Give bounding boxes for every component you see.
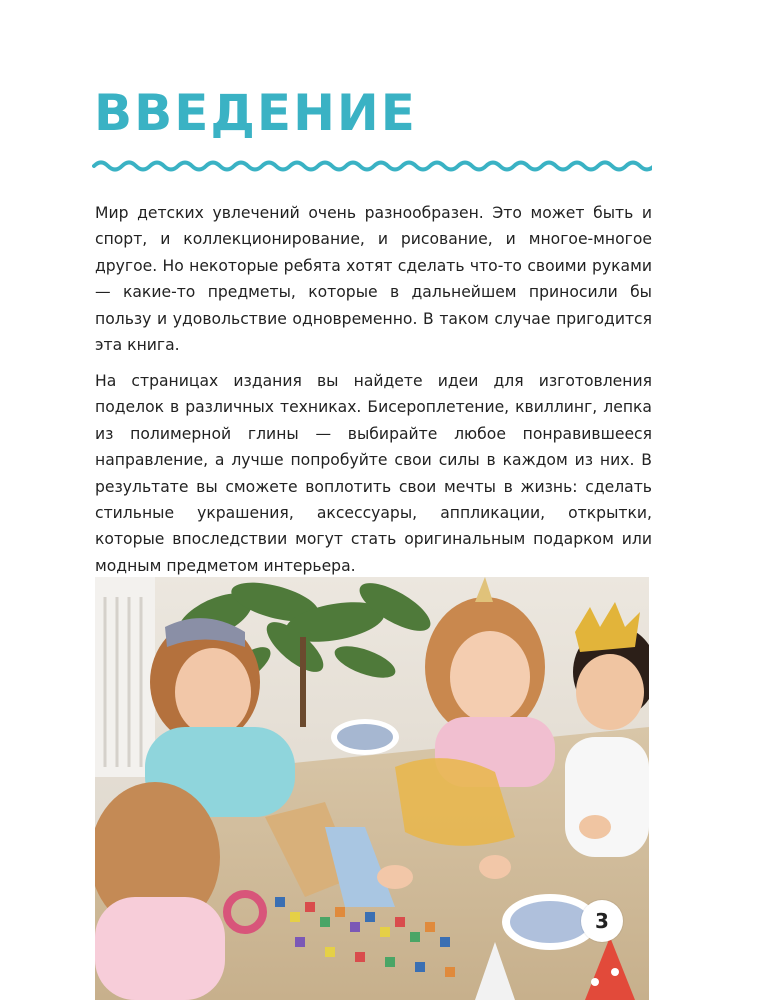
page-number-badge: 3 [581, 900, 623, 942]
photo-illustration [95, 577, 649, 1000]
intro-paragraph-1: Мир детских увлечений очень разнообразен. Это может быть и спорт, и коллекционирование, и рисование, и многое-многое другое. Но некоторые ребята хотят сделать что-то своими руками — какие-то предметы, которые в дальнейшем приносили бы пользу и удовольствие одновременно. В таком случае пригодится эта книга. [95, 204, 652, 355]
page-title: ВВЕДЕНИЕ [94, 84, 417, 142]
children-crafting-photo [95, 577, 649, 1000]
intro-paragraph-2: На страницах издания вы найдете идеи для изготовления поделок в различных техниках. Бисероплетение, квиллинг, лепка из полимерной глины — выбирайте любое понравившееся направление, а лучше попробуйте свои силы в каждом из них. В результате вы сможете воплотить свои мечты в жизнь: сделать стильные украшения, аксессуары, аппликации, открытки, которые впоследствии могут стать оригинальным подарком или модным предметом интерьера. [95, 372, 652, 575]
wave-divider-icon [92, 154, 652, 178]
